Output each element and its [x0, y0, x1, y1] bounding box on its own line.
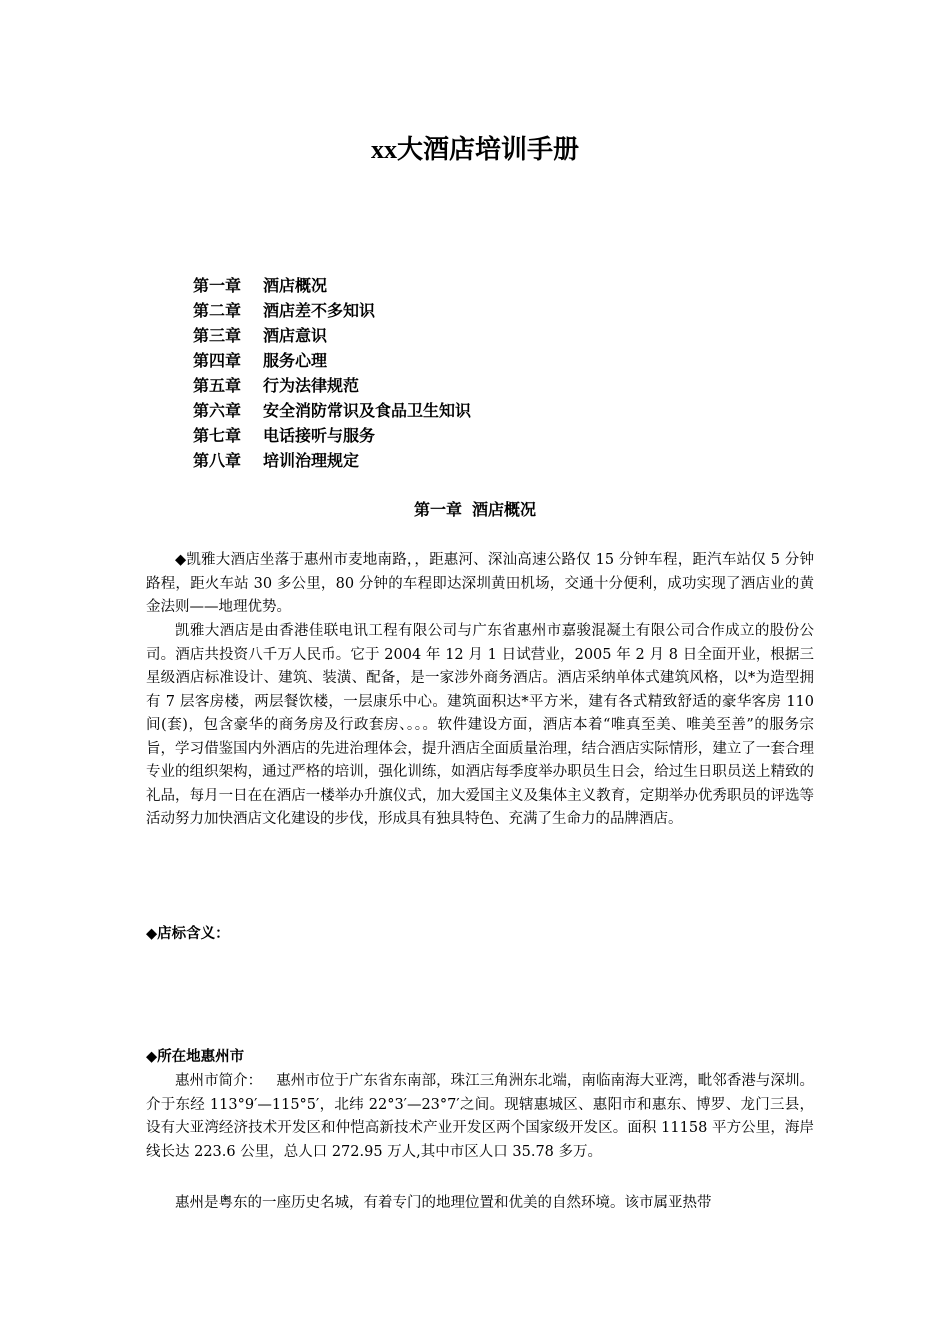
- toc-item: [193, 273, 713, 298]
- chapter-heading: [0, 497, 950, 523]
- toc-chapter-number: 第八章: [193, 451, 242, 470]
- city-intro-label: 惠州市简介：: [175, 1073, 263, 1089]
- toc-chapter-title: 安全消防常识及食品卫生知识: [263, 401, 472, 420]
- toc-chapter-number: 第二章: [193, 301, 242, 320]
- toc-chapter-title: 酒店意识: [263, 326, 328, 345]
- toc-chapter-number: 第三章: [193, 326, 242, 345]
- city-intro-text: 惠州市位于广东省东南部，珠江三角洲东北端，南临南海大亚湾，毗邻香港与深圳。介于东经 113°9′—115°5′，北纬 22°3′—23°7′之间。现辖惠城区、惠阳市和惠东、博罗、龙门三县，设有大亚湾经济技术开发区和仲恺高新技术产业开发区两个国家级开发区。面积 11158 平方公里，海岸线长达 223.6 公里，总人口 272.95 万人,其中市区人口 35.78 多万。: [146, 1073, 815, 1160]
- toc-item: [193, 323, 713, 348]
- toc-item: [193, 448, 713, 473]
- toc-chapter-title: 行为法律规范: [263, 376, 360, 395]
- toc-chapter-title: 酒店差不多知识: [263, 301, 376, 320]
- city-intro-paragraph: [146, 1070, 814, 1164]
- toc-chapter-title: 酒店概况: [263, 276, 328, 295]
- toc-chapter-number: 第六章: [193, 401, 242, 420]
- city-history-paragraph: 惠州是粤东的一座历史名城，有着专门的地理位置和优美的自然环境。该市属亚热带: [175, 1195, 712, 1211]
- document-title: xx大酒店培训手册: [370, 135, 579, 164]
- toc-chapter-title: 服务心理: [263, 351, 328, 370]
- toc-item: [193, 298, 713, 323]
- toc-chapter-number: 第四章: [193, 351, 242, 370]
- toc-chapter-title: 培训治理规定: [263, 451, 360, 470]
- hotel-location-paragraph: ◆凯雅大酒店坐落于惠州市麦地南路，，距惠河、深汕高速公路仅 15 分钟车程，距汽车站仅 5 分钟路程，距火车站 30 多公里，80 分钟的车程即达深圳黄田机场，交通十分便利，成功实现了酒店业的黄金法则——地理优势。: [146, 552, 814, 615]
- toc-item: [193, 373, 713, 398]
- toc-chapter-number: 第七章: [193, 426, 242, 445]
- logo-meaning-heading: ◆店标含义：: [146, 925, 230, 942]
- toc-item: [193, 348, 713, 373]
- toc-chapter-number: 第五章: [193, 376, 242, 395]
- chapter-heading-number: 第一章: [413, 500, 462, 519]
- city-heading: ◆所在地惠州市: [146, 1048, 245, 1065]
- chapter-heading-title: 酒店概况: [472, 500, 537, 519]
- toc-item: [193, 423, 713, 448]
- toc-item: [193, 398, 713, 423]
- table-of-contents: [193, 273, 713, 473]
- toc-chapter-title: 电话接听与服务: [263, 426, 376, 445]
- hotel-overview-paragraph: 凯雅大酒店是由香港佳联电讯工程有限公司与广东省惠州市嘉骏混凝土有限公司合作成立的股份公司。酒店共投资八千万人民币。它于 2004 年 12 月 1 日试营业，2005 年 2 月 8 日全面开业，根据三星级酒店标准设计、建筑、装潢、配备，是一家涉外商务酒店。酒店采纳单体式建筑风格，以*为造型拥有 7 层客房楼，两层餐饮楼，一层康乐中心。建筑面积达*平方米，建有各式精致舒适的豪华客房 110 间(套)，包含豪华的商务房及行政套房、。。。软件建设方面，酒店本着“唯真至美、唯美至善”的服务宗旨，学习借鉴国内外酒店的先进治理体会，提升酒店全面质量治理，结合酒店实际情形，建立了一套合理专业的组织架构，通过严格的培训，强化训练，如酒店每季度举办职员生日会，给过生日职员送上精致的礼品，每月一日在在酒店一楼举办升旗仪式，加大爱国主义及集体主义教育，定期举办优秀职员的评选等活动努力加快酒店文化建设的步伐，形成具有独具特色、充满了生命力的品牌酒店。: [146, 623, 814, 827]
- toc-chapter-number: 第一章: [193, 276, 242, 295]
